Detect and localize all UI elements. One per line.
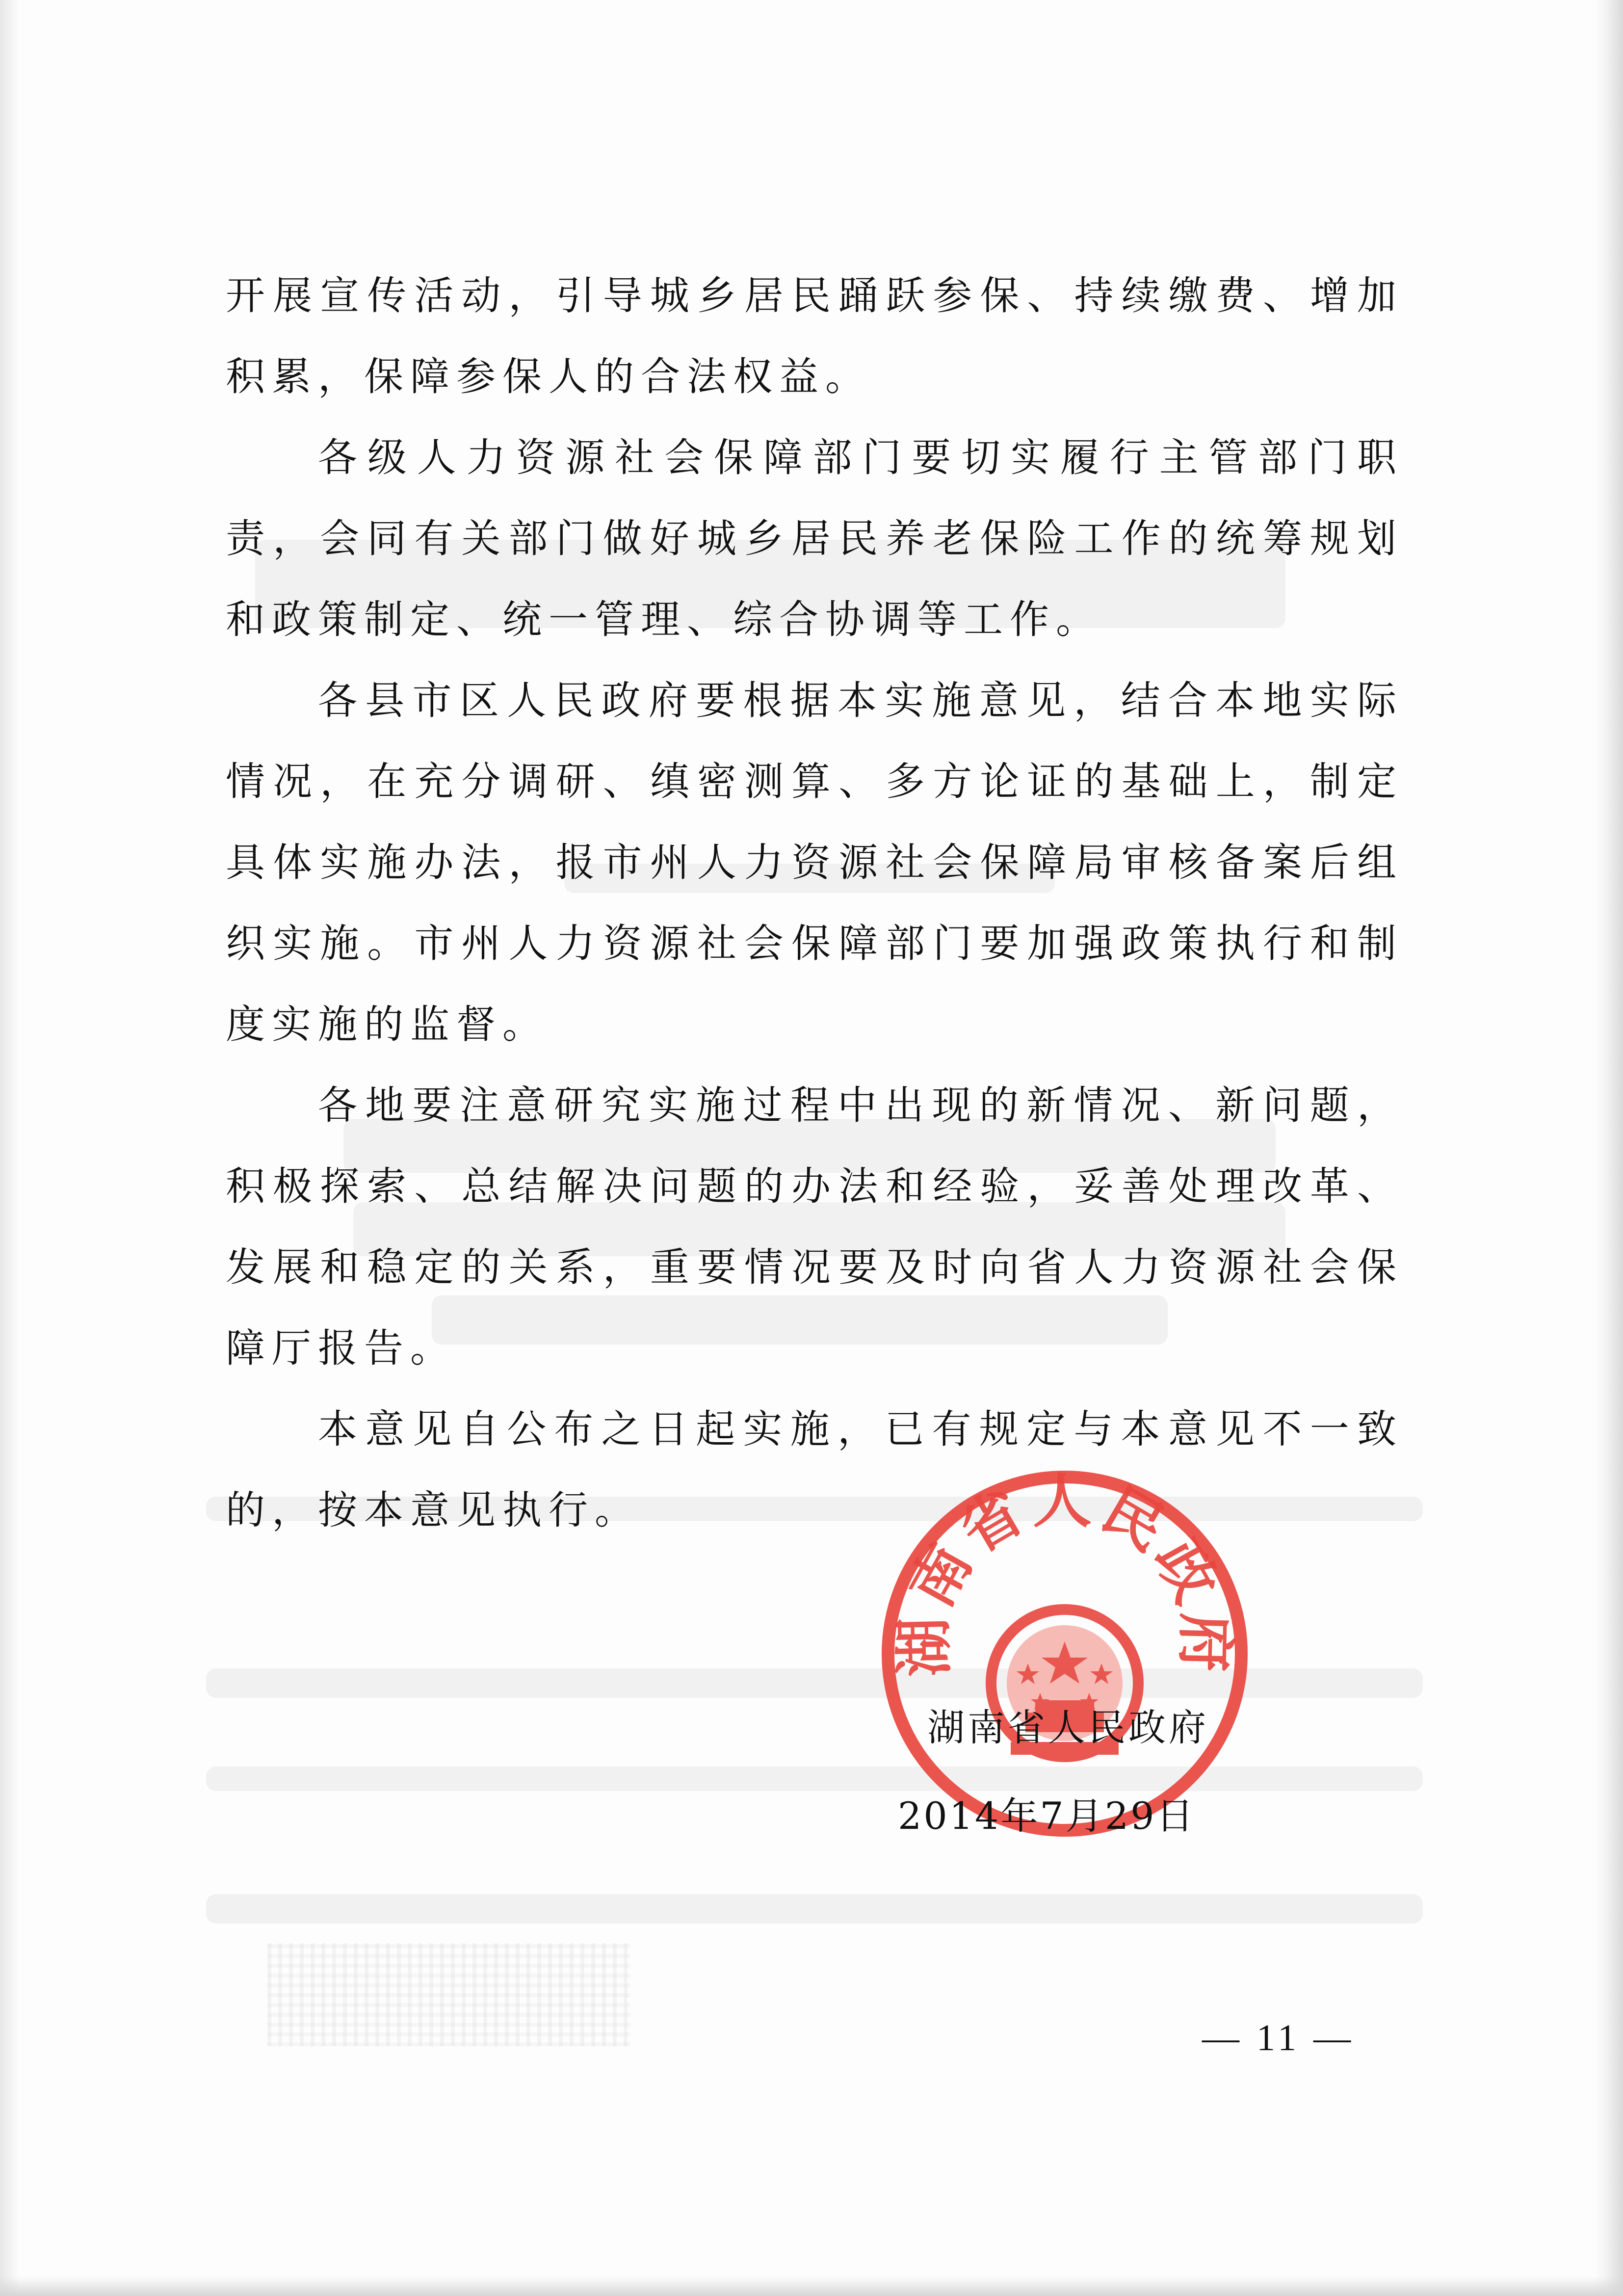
paragraph-2: 各级人力资源社会保障部门要切实履行主管部门职责，会同有关部门做好城乡居民养老保险工作的统筹规划和政策制定、统一管理、综合协调等工作。	[226, 435, 1403, 642]
official-seal	[878, 1467, 1251, 1840]
seal-text: 湖南省人民政府	[889, 1467, 1241, 1678]
paragraph-3: 各县市区人民政府要根据本实施意见，结合本地实际情况，在充分调研、缜密测算、多方论证的基础上，制定具体实施办法，报市州人力资源社会保障局审核备案后组织实施。市州人力资源社会保障部门要加强政策执行和制度实施的监督。	[226, 678, 1403, 1047]
body-text	[226, 255, 1403, 1551]
issue-date: 2014年7月29日	[898, 1794, 1196, 1838]
bleed-through-mark	[206, 1894, 1423, 1924]
scan-edge-right	[1594, 0, 1623, 2296]
bleed-through-qr-code	[267, 1943, 630, 2046]
paragraph-5: 本意见自公布之日起实施，已有规定与本意见不一致的，按本意见执行。	[226, 1406, 1403, 1533]
page-number: — 11 —	[1202, 2017, 1355, 2058]
paragraph-1: 开展宣传活动，引导城乡居民踊跃参保、持续缴费、增加积累，保障参保人的合法权益。	[226, 273, 1403, 399]
issuer-name: 湖南省人民政府	[927, 1706, 1209, 1749]
scan-edge-left	[0, 0, 20, 2296]
paragraph-4: 各地要注意研究实施过程中出现的新情况、新问题，积极探索、总结解决问题的办法和经验，妥善处理改革、发展和稳定的关系，重要情况要及时向省人力资源社会保障厅报告。	[226, 1082, 1403, 1371]
scan-edge-bottom	[0, 2276, 1623, 2296]
